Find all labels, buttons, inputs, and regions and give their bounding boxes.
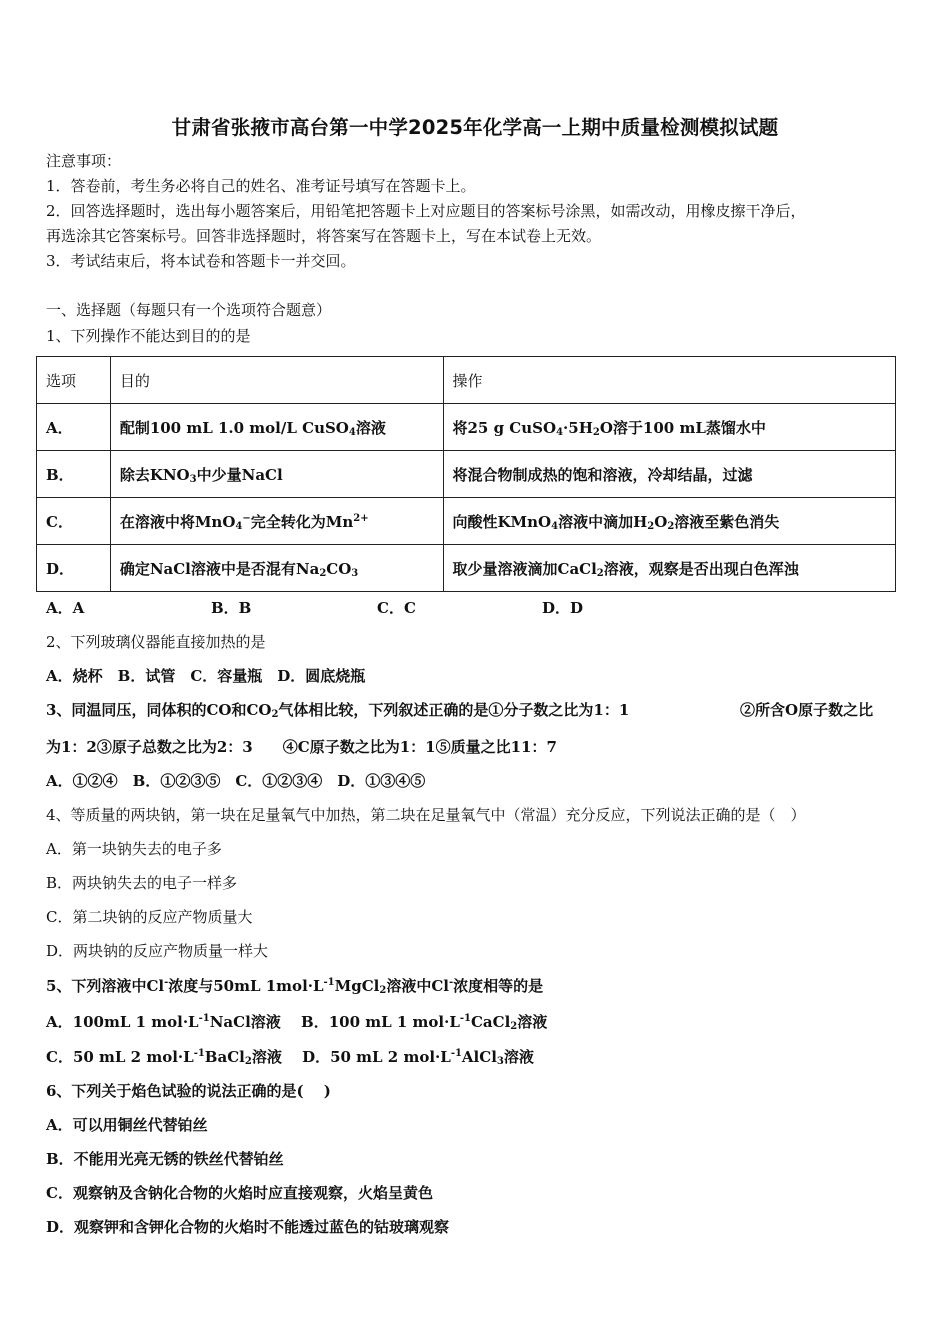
row-d-operation: 取少量溶液滴加CaCl$_2$溶液，观察是否出现白色浑浊: [443, 545, 896, 592]
notice-item-1: 1．答卷前，考生务必将自己的姓名、准考证号填写在答题卡上。: [46, 177, 476, 195]
notice-item-2-line-2: 再选涂其它答案标号。回答非选择题时，将答案写在答题卡上，写在本试卷上无效。: [46, 227, 602, 245]
q4-stem: 4、等质量的两块钠，第一块在足量氧气中加热，第二块在足量氧气中（常温）充分反应，下列说法正确的是（ ）: [46, 806, 806, 824]
q1-stem: 1、下列操作不能达到目的的是: [46, 327, 251, 345]
notice-item-2-line-1: 2．回答选择题时，选出每小题答案后，用铅笔把答题卡上对应题目的答案标号涂黑，如需改动，用橡皮擦干净后，: [46, 202, 806, 220]
q3-options: A．①②④ B．①②③⑤ C．①②③④ D．①③④⑤: [46, 772, 426, 790]
row-a-purpose: 配制100 mL 1.0 mol/L CuSO$_4$溶液: [110, 404, 443, 451]
q1-table: [36, 356, 896, 592]
q5-stem: 5、下列溶液中Cl-浓度与50mL $1mol\cdot L^{-1}MgCl_2$溶液中Cl-浓度相等的是: [46, 977, 544, 996]
row-a-label: A．: [37, 404, 111, 451]
q5-options-cd: [46, 1047, 534, 1067]
row-a-operation: 将25 g $CuSO_4\cdot 5H_2O$溶于100 mL蒸馏水中: [443, 404, 896, 451]
row-d-purpose: 确定NaCl溶液中是否混有$Na_2CO_3$: [110, 545, 443, 592]
q2-options: A．烧杯 B．试管 C．容量瓶 D．圆底烧瓶: [46, 667, 366, 685]
q6-option-d: D．观察钾和含钾化合物的火焰时不能透过蓝色的钴玻璃观察: [46, 1218, 450, 1236]
q5-option-d: D．50 mL 2 $mol\cdot L^{-1}AlCl_3$溶液: [302, 1048, 534, 1067]
table-row-a: [37, 404, 896, 451]
row-c-purpose: 在溶液中将MnO$_4$−完全转化为$Mn^{2+}$: [110, 498, 443, 545]
row-b-purpose: 除去$KNO_3$中少量NaCl: [110, 451, 443, 498]
table-header-row: [37, 357, 896, 404]
q1-option-b: B．B: [211, 599, 252, 617]
row-b-label: B．: [37, 451, 111, 498]
table-row-c: [37, 498, 896, 545]
q6-stem: 6、下列关于焰色试验的说法正确的是( ): [46, 1082, 331, 1100]
q6-option-b: B．不能用光亮无锈的铁丝代替铂丝: [46, 1150, 284, 1168]
header-option: 选项: [37, 357, 111, 404]
q3-stem-line-2: 为1：2③原子总数之比为2：3 ④C原子数之比为1：1⑤质量之比11：7: [46, 738, 557, 756]
q4-option-c: C．第二块钠的反应产物质量大: [46, 908, 253, 926]
q4-option-a: A．第一块钠失去的电子多: [46, 840, 222, 858]
q5-option-b: B．100 mL 1 $mol\cdot L^{-1}CaCl_2$溶液: [301, 1013, 548, 1032]
q1-option-d: D．D: [542, 599, 584, 617]
exam-title: 甘肃省张掖市高台第一中学2025年化学高一上期中质量检测模拟试题: [171, 116, 779, 139]
header-operation: 操作: [443, 357, 896, 404]
section-heading: 一、选择题（每题只有一个选项符合题意）: [46, 301, 332, 319]
q3-stem-line-1: 3、同温同压，同体积的CO和$CO_2$气体相比较，下列叙述正确的是①分子数之比为1：1: [46, 701, 630, 720]
row-c-operation: 向酸性KMnO$_4$溶液中滴加$H_2O_2$溶液至紫色消失: [443, 498, 896, 545]
q1-option-a: A．A: [46, 599, 85, 617]
notice-heading: 注意事项：: [46, 152, 122, 170]
q2-stem: 2、下列玻璃仪器能直接加热的是: [46, 633, 266, 651]
q5-options-ab: [46, 1012, 547, 1032]
row-b-operation: 将混合物制成热的饱和溶液，冷却结晶，过滤: [443, 451, 896, 498]
table-row-b: [37, 451, 896, 498]
header-purpose: 目的: [110, 357, 443, 404]
row-d-label: D．: [37, 545, 111, 592]
q4-option-d: D．两块钠的反应产物质量一样大: [46, 942, 269, 960]
q6-option-c: C．观察钠及含钠化合物的火焰时应直接观察，火焰呈黄色: [46, 1184, 433, 1202]
q5-option-a: A．100mL 1 $mol\cdot L^{-1}NaCl$溶液: [46, 1013, 281, 1031]
table-row-d: [37, 545, 896, 592]
notice-item-3: 3．考试结束后，将本试卷和答题卡一并交回。: [46, 252, 356, 270]
row-c-label: C．: [37, 498, 111, 545]
q5-option-c: C．50 mL 2 $mol\cdot L^{-1}BaCl_2$溶液: [46, 1048, 282, 1067]
q3-stem-line-1-right: ②所含O原子数之比: [740, 701, 874, 719]
q1-option-c: C．C: [377, 599, 416, 617]
q6-option-a: A．可以用铜丝代替铂丝: [46, 1116, 208, 1134]
q4-option-b: B．两块钠失去的电子一样多: [46, 874, 238, 892]
